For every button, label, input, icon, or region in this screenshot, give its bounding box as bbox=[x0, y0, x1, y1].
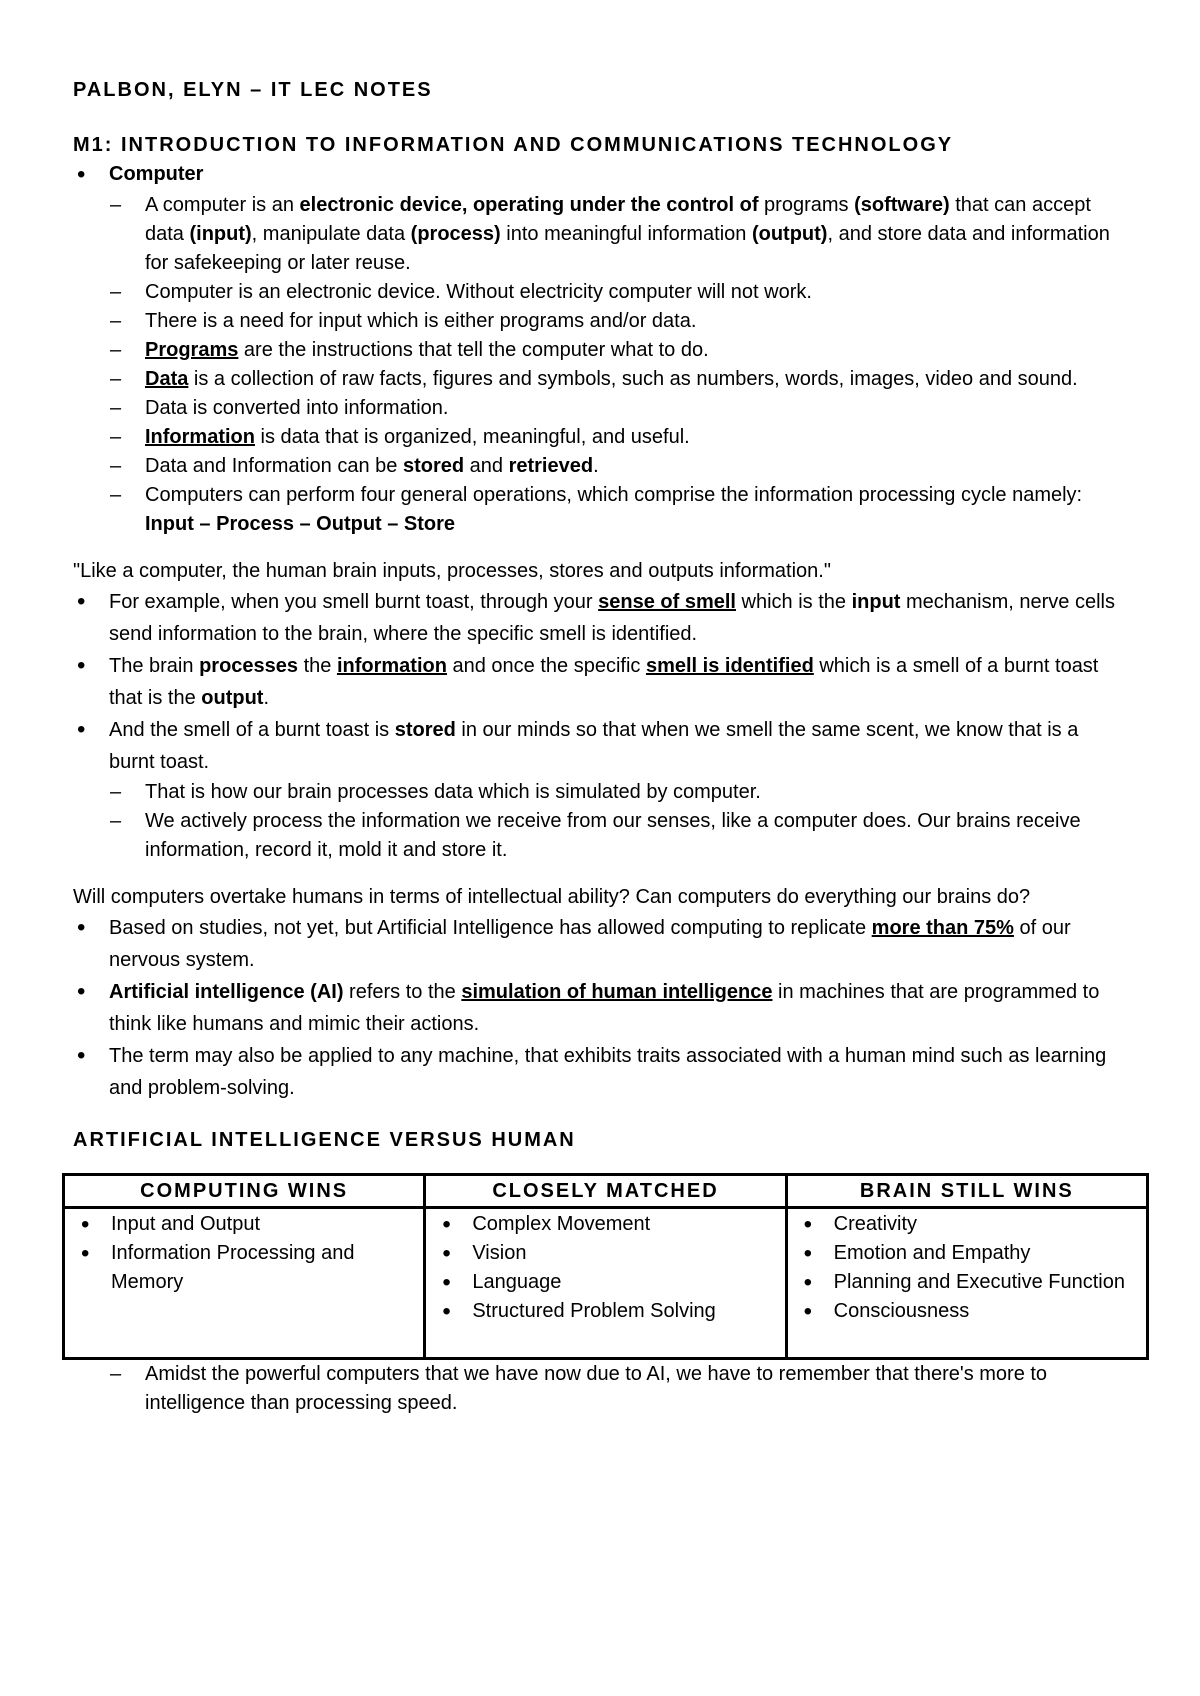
computer-details bbox=[73, 191, 1120, 539]
computer-need-input: – There is a need for input which is either programs and/or data. bbox=[73, 307, 1120, 336]
computer-programs: – Programs are the instructions that tell the computer what to do. bbox=[73, 336, 1120, 365]
brain-quote: "Like a computer, the human brain inputs, processes, stores and outputs information." bbox=[73, 560, 831, 582]
ai-definition: • Artificial intelligence (AI) refers to the simulation of human intelligence in machines that are programmed to think like humans and mimic their actions. bbox=[73, 976, 1120, 1040]
list-item: • Input and Output bbox=[69, 1210, 419, 1239]
list-item: • Language bbox=[430, 1268, 780, 1297]
example-sub-2: – We actively process the information we receive from our senses, like a computer does. Our brains receive information, record it, mold it and store it. bbox=[73, 807, 1120, 865]
computing-wins-list bbox=[69, 1210, 419, 1297]
computer-label: Computer bbox=[109, 163, 204, 185]
example-sub-list bbox=[73, 778, 1120, 865]
computer-converted: – Data is converted into information. bbox=[73, 394, 1120, 423]
list-item: • Structured Problem Solving bbox=[430, 1297, 780, 1326]
document-title: PALBON, ELYN – IT LEC NOTES bbox=[73, 79, 433, 101]
list-item: • Complex Movement bbox=[430, 1210, 780, 1239]
list-item: • Creativity bbox=[792, 1210, 1142, 1239]
computer-stored: – Data and Information can be stored and retrieved. bbox=[73, 452, 1120, 481]
header-brain-still-wins: BRAIN STILL WINS bbox=[786, 1175, 1147, 1208]
closing-list bbox=[73, 1360, 1120, 1418]
closely-matched-list bbox=[430, 1210, 780, 1326]
computer-operations: – Computers can perform four general operations, which comprise the information processing cycle namely: Input – Process – Output – Store bbox=[73, 481, 1120, 539]
example-process: • The brain processes the information and once the specific smell is identified which is a smell of a burnt toast that is the output. bbox=[73, 650, 1120, 714]
computer-definition: – A computer is an electronic device, operating under the control of programs (software) that can accept data (input), manipulate data (process) into meaningful information (output), and store data and information for safekeeping or later reuse. bbox=[73, 191, 1120, 278]
list-item: • Emotion and Empathy bbox=[792, 1239, 1142, 1268]
ai-term: • The term may also be applied to any machine, that exhibits traits associated with a human mind such as learning and problem-solving. bbox=[73, 1040, 1120, 1104]
brain-example-list bbox=[73, 586, 1120, 865]
computer-information: – Information is data that is organized, meaningful, and useful. bbox=[73, 423, 1120, 452]
cell-closely-matched bbox=[425, 1208, 786, 1359]
computer-electric: – Computer is an electronic device. Without electricity computer will not work. bbox=[73, 278, 1120, 307]
computer-data: – Data is a collection of raw facts, figures and symbols, such as numbers, words, images, video and sound. bbox=[73, 365, 1120, 394]
ai-vs-human-table bbox=[62, 1173, 1149, 1360]
example-stored: • And the smell of a burnt toast is stored in our minds so that when we smell the same scent, we know that is a burnt toast. – That is how our brain processes data which is simulated by computer. – We actively process the information we receive from our senses, like a computer does. Our brains receive information, record it, mold it and store it. bbox=[73, 714, 1120, 865]
ai-list bbox=[73, 912, 1120, 1104]
header-computing-wins: COMPUTING WINS bbox=[64, 1175, 425, 1208]
brain-still-wins-list bbox=[792, 1210, 1142, 1326]
module-heading: M1: INTRODUCTION TO INFORMATION AND COMMUNICATIONS TECHNOLOGY bbox=[73, 134, 954, 156]
cell-computing-wins bbox=[64, 1208, 425, 1359]
list-item: • Vision bbox=[430, 1239, 780, 1268]
bullet-computer bbox=[73, 160, 1120, 539]
list-item: • Information Processing and Memory bbox=[69, 1239, 419, 1297]
list-item: • Consciousness bbox=[792, 1297, 1142, 1326]
example-smell: • For example, when you smell burnt toast, through your sense of smell which is the input mechanism, nerve cells send information to the brain, where the specific smell is identified. bbox=[73, 586, 1120, 650]
cell-brain-still-wins bbox=[786, 1208, 1147, 1359]
ai-studies: • Based on studies, not yet, but Artificial Intelligence has allowed computing to replicate more than 75% of our nervous system. bbox=[73, 912, 1120, 976]
table-header-row bbox=[64, 1175, 1148, 1208]
ai-vs-human-heading: ARTIFICIAL INTELLIGENCE VERSUS HUMAN bbox=[73, 1129, 576, 1151]
table-body-row bbox=[64, 1208, 1148, 1359]
closing-note: – Amidst the powerful computers that we have now due to AI, we have to remember that there's more to intelligence than processing speed. bbox=[73, 1360, 1120, 1418]
header-closely-matched: CLOSELY MATCHED bbox=[425, 1175, 786, 1208]
question-paragraph: Will computers overtake humans in terms of intellectual ability? Can computers do everything our brains do? bbox=[73, 886, 1031, 908]
example-sub-1: – That is how our brain processes data which is simulated by computer. bbox=[73, 778, 1120, 807]
list-item: • Planning and Executive Function bbox=[792, 1268, 1142, 1297]
computer-section bbox=[73, 160, 1120, 539]
